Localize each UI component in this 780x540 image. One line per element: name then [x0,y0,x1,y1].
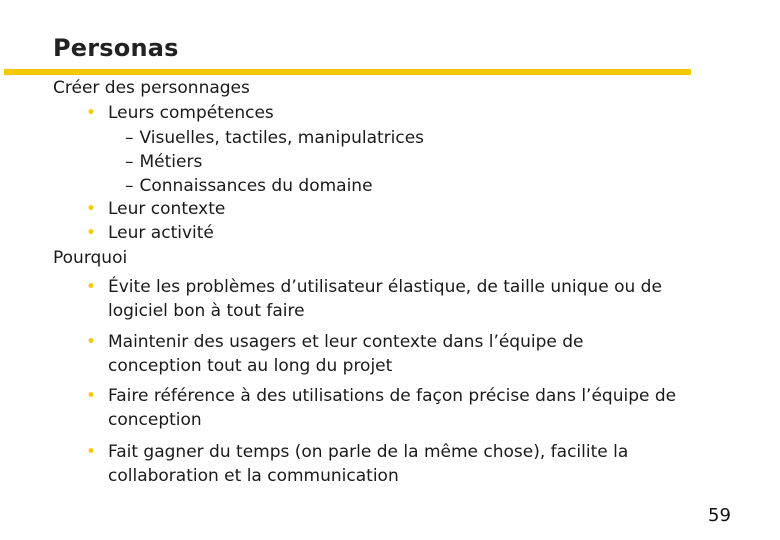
list-item-keep-users-in-team: • Maintenir des usagers et leur contexte dans l’équipe de conception tout au long du projet [86,332,584,376]
bullet-icon: • [86,332,97,352]
bullet-icon: • [86,199,97,219]
sub-item-trades: – Métiers [125,152,203,172]
bullet-icon: • [86,386,97,406]
list-item-skills: • Leurs compétences [86,103,274,123]
title-underline [4,69,691,75]
dash-icon: – [125,128,134,148]
bullet-icon: • [86,223,97,243]
section-heading-why: Pourquoi [53,248,128,268]
list-item-precise-reference: • Faire référence à des utilisations de façon précise dans l’équipe de conception [86,386,677,430]
bullet-icon: • [86,103,97,123]
list-item-elastic-user: • Évite les problèmes d’utilisateur élastique, de taille unique ou de logiciel bon à tout faire [86,277,662,321]
bullet-icon: • [86,277,97,297]
sub-item-domain-knowledge: – Connaissances du domaine [125,176,373,196]
slide-title: Personas [53,34,179,62]
sub-item-visual-skills: – Visuelles, tactiles, manipulatrices [125,128,425,148]
dash-icon: – [125,176,134,196]
section-heading-create-personas: Créer des personnages [53,78,250,98]
list-item-saves-time: • Fait gagner du temps (on parle de la même chose), facilite la collaboration et la communication [86,442,629,486]
list-item-activity: • Leur activité [86,223,214,243]
page-number: 59 [708,505,731,526]
dash-icon: – [125,152,134,172]
bullet-icon: • [86,442,97,462]
list-item-context: • Leur contexte [86,199,226,219]
